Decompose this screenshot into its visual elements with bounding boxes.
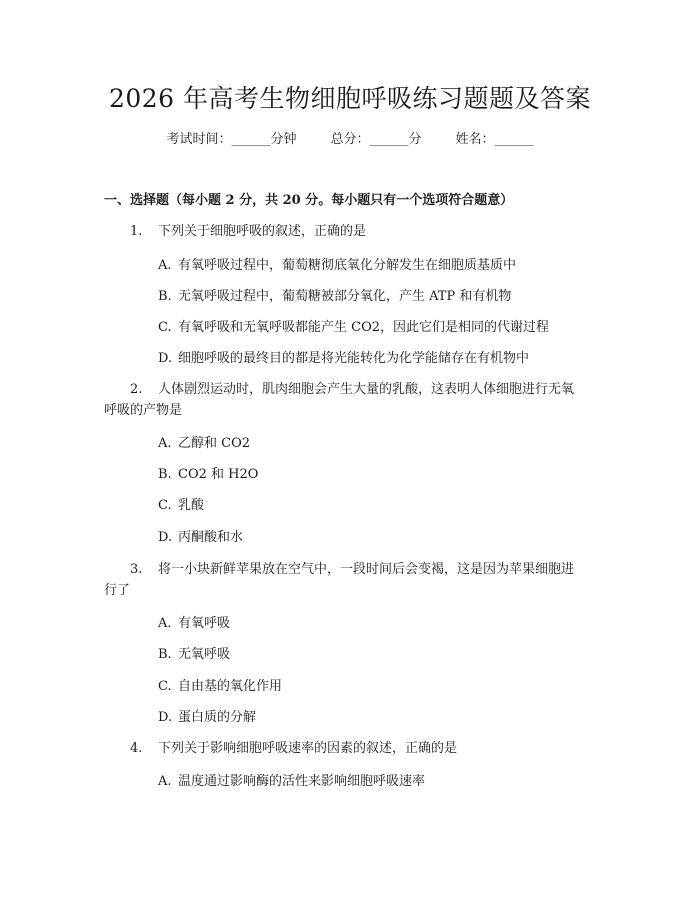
- question-number: 4.: [130, 741, 143, 756]
- option-2b: [158, 465, 258, 485]
- option-text: 无氧呼吸: [178, 647, 231, 662]
- option-text: 乙醇和 CO2: [178, 436, 251, 451]
- question-1: [130, 221, 366, 243]
- exam-meta: [0, 130, 700, 150]
- option-letter: B.: [158, 467, 172, 482]
- option-3c: [158, 677, 282, 697]
- option-text: 乳酸: [178, 498, 205, 513]
- option-letter: A.: [158, 258, 172, 273]
- option-1a: [158, 256, 516, 276]
- option-text: 细胞呼吸的最终目的都是将光能转化为化学能储存在有机物中: [178, 351, 530, 366]
- option-text: 丙酮酸和水: [178, 530, 244, 545]
- section-heading-choice: 一、选择题（每小题 2 分，共 20 分。每小题只有一个选项符合题意）: [104, 193, 514, 208]
- option-4a: [158, 772, 425, 792]
- option-letter: D.: [158, 351, 173, 366]
- option-3d: [158, 708, 256, 728]
- question-number: 2.: [130, 382, 143, 397]
- option-text: CO2 和 H2O: [178, 467, 259, 482]
- option-1c: [158, 318, 549, 338]
- option-1d: [158, 349, 529, 369]
- option-2d: [158, 528, 243, 548]
- option-letter: A.: [158, 616, 172, 631]
- option-text: 有氧呼吸: [178, 616, 231, 631]
- option-letter: C.: [158, 320, 172, 335]
- option-text: 自由基的氧化作用: [178, 679, 283, 694]
- exam-time-field: 考试时间：______分钟: [166, 132, 297, 147]
- option-text: 有氧呼吸过程中，葡萄糖彻底氧化分解发生在细胞质基质中: [178, 258, 517, 273]
- option-2c: [158, 496, 204, 516]
- student-name-field: 姓名：______: [455, 132, 534, 147]
- question-number: 3.: [130, 562, 143, 577]
- question-number: 1.: [130, 224, 143, 239]
- question-text: 人体剧烈运动时，肌肉细胞会产生大量的乳酸，这表明人体细胞进行无氧: [158, 382, 575, 397]
- question-2-continued: 呼吸的产物是: [104, 403, 183, 418]
- option-letter: B.: [158, 289, 172, 304]
- option-letter: B.: [158, 647, 172, 662]
- question-3-continued: 行了: [104, 583, 131, 598]
- option-letter: D.: [158, 530, 173, 545]
- question-3: [130, 559, 574, 581]
- total-score-field: 总分：______分: [330, 132, 422, 147]
- option-2a: [158, 434, 250, 454]
- option-letter: C.: [158, 679, 172, 694]
- option-text: 无氧呼吸过程中，葡萄糖被部分氧化，产生 ATP 和有机物: [178, 289, 512, 304]
- question-text: 将一小块新鲜苹果放在空气中，一段时间后会变褐，这是因为苹果细胞进: [158, 562, 575, 577]
- option-letter: C.: [158, 498, 172, 513]
- question-text: 下列关于影响细胞呼吸速率的因素的叙述，正确的是: [158, 741, 458, 756]
- question-4: [130, 738, 457, 760]
- option-1b: [158, 287, 511, 307]
- option-letter: A.: [158, 774, 172, 789]
- option-text: 有氧呼吸和无氧呼吸都能产生 CO2，因此它们是相同的代谢过程: [178, 320, 550, 335]
- option-3a: [158, 614, 230, 634]
- option-letter: D.: [158, 710, 173, 725]
- option-text: 蛋白质的分解: [178, 710, 257, 725]
- option-3b: [158, 645, 230, 665]
- question-2: [130, 379, 574, 401]
- question-text: 下列关于细胞呼吸的叙述，正确的是: [158, 224, 367, 239]
- page-title: 2026 年高考生物细胞呼吸练习题题及答案: [108, 84, 592, 113]
- option-text: 温度通过影响酶的活性来影响细胞呼吸速率: [178, 774, 426, 789]
- option-letter: A.: [158, 436, 172, 451]
